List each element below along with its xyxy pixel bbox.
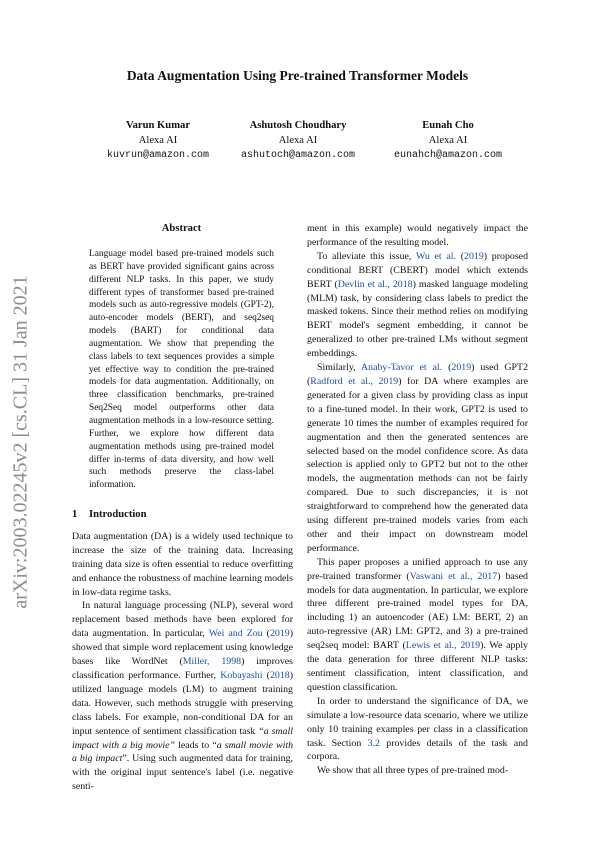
citation-link[interactable]: 2019 — [451, 362, 472, 374]
citation-link[interactable]: Radford et al., 2019 — [310, 375, 399, 387]
section-number: 1 — [72, 509, 78, 520]
author-affiliation: Alexa AI — [428, 135, 468, 146]
citation-link[interactable]: 2019 — [464, 250, 484, 262]
paper-title: Data Augmentation Using Pre-trained Transformer Models — [126, 68, 469, 83]
arxiv-stamp-text: arXiv:2003.02245v2 [cs.CL] 31 Jan 2021 — [9, 275, 32, 609]
author-1 — [78, 118, 238, 163]
intro-paragraph-2: In natural language processing (NLP), several word replacement based methods have been explored for data augmentation. In particular, Wei and Zou (2019) showed that simple word replacement using knowledge bases like WordNet (Miller, 1998) improves classification performance. Further, Kobayashi (2018) utilized language models (LM) to augment training data. However, such methods struggle with preserving class labels. For example, non-conditional DA for an input sentence of sentiment classification task “a small impact with a big movie” leads to “a small movie with a big impact”. Using such augmented data for training, with the original input sentence's label (i.e. negative senti- — [72, 600, 294, 793]
citation-link[interactable]: Vaswani et al., 2017 — [409, 570, 498, 582]
author-affiliation: Alexa AI — [278, 135, 318, 146]
abstract-body: Language model based pre-trained models such as BERT have provided significant gains across different NLP tasks. In this paper, we study different types of transformer based pre-trained models such as auto-regressive models (GPT-2), auto-encoder models (BERT), and seq2seq models (BART) for conditional data augmentation. We show that prepending the class labels to text sequences provides a simple yet effective way to condition the pre-trained models for data augmentation. Additionally, on three classification benchmarks, pre-trained Seq2Seq model outperforms other data augmentation methods in a low-resource setting. Further, we explore how different data augmentation methods using pre-trained model differ in-terms of data diversity, and how well such methods preserve the class-label information. — [89, 249, 274, 491]
section-title: Introduction — [89, 509, 147, 520]
citation-link[interactable]: Wei and Zou — [208, 628, 263, 640]
citation-link[interactable]: Kobayashi — [220, 669, 263, 681]
author-name: Eunah Cho — [422, 120, 474, 131]
author-2 — [218, 118, 378, 163]
author-name: Ashutosh Choudhary — [249, 120, 347, 131]
example-quote: a small movie with a big impact — [72, 739, 294, 765]
intro-paragraph-2-continued: ment in this example) would negatively impact the performance of the resulting model. — [307, 223, 528, 248]
section-heading-introduction — [72, 508, 293, 522]
citation-link[interactable]: 2018 — [269, 669, 290, 681]
author-email: kuvrun@amazon.com — [106, 150, 210, 161]
section-reference-link[interactable]: 3.2 — [367, 737, 380, 749]
citation-link[interactable]: Miller, 1998 — [182, 656, 242, 668]
author-affiliation: Alexa AI — [138, 135, 178, 146]
citation-link[interactable]: Devlin et al., 2018 — [337, 278, 413, 290]
citation-link[interactable]: Wu et al. — [415, 250, 456, 262]
intro-paragraph-1: Data augmentation (DA) is a widely used technique to increase the size of the training data. Increasing training data size is often essential to reduce overfitting and enhance the robustness of machine learning models in low-data regime tasks. — [72, 530, 293, 598]
author-email: eunahch@amazon.com — [393, 150, 503, 161]
intro-paragraph-3: To alleviate this issue, Wu et al. (2019) proposed conditional BERT (CBERT) model which extends BERT (Devlin et al., 2018) masked language modeling (MLM) task, by considering class labels to predict the masked tokens. Since their method relies on modifying BERT model's segment embedding, it cannot be generalized to other pre-trained LMs without segment embeddings. — [307, 250, 529, 360]
author-email: ashutoch@amazon.com — [240, 150, 356, 161]
citation-link[interactable]: Lewis et al., 2019 — [405, 640, 481, 652]
right-column — [307, 222, 528, 778]
author-name: Varun Kumar — [125, 120, 191, 131]
author-3 — [368, 118, 528, 163]
citation-link[interactable]: 2019 — [269, 628, 290, 640]
abstract-heading: Abstract — [161, 223, 202, 234]
arxiv-stamp — [6, 262, 36, 622]
intro-paragraph-5: This paper proposes a unified approach to use any pre-trained transformer (Vaswani et al., 2017) based models for data augmentation. In particular, we explore three different pre-trained model types for DA, including 1) an autoencoder (AE) LM: BERT, 2) an auto-regressive (AR) LM: GPT2, and 3) a pre-trained seq2seq model: BART (Lewis et al., 2019). We apply the data generation for three different NLP tasks: sentiment classification, intent classification, and question classification. — [307, 556, 529, 693]
left-column — [72, 508, 293, 794]
citation-link[interactable]: Anaby-Tavor et al. — [361, 362, 443, 374]
example-quote: “a small impact with a big movie” — [72, 725, 293, 751]
intro-paragraph-6: In order to understand the significance of DA, we simulate a low-resource data scenario, where we utilize only 10 training examples per class in a classification task. Section 3.2 provides details of the task and corpora. — [307, 695, 528, 763]
intro-paragraph-4: Similarly, Anaby-Tavor et al. (2019) used GPT2 (Radford et al., 2019) for DA where examples are generated for a given class by providing class as input to a fine-tuned model. In their work, GPT2 is used to generate 10 times the number of examples required for augmentation and then the generated sentences are selected based on the model confidence score. As data selection is applied only to GPT2 but not to the other models, the augmentation methods can not be fairly compared. Due to such discrepancies, it is not straightforward to comprehend how the generated data using different pre-trained models varies from each other and their impact on downstream model performance. — [307, 362, 529, 554]
intro-paragraph-7: We show that all three types of pre-trained mod- — [317, 765, 509, 777]
